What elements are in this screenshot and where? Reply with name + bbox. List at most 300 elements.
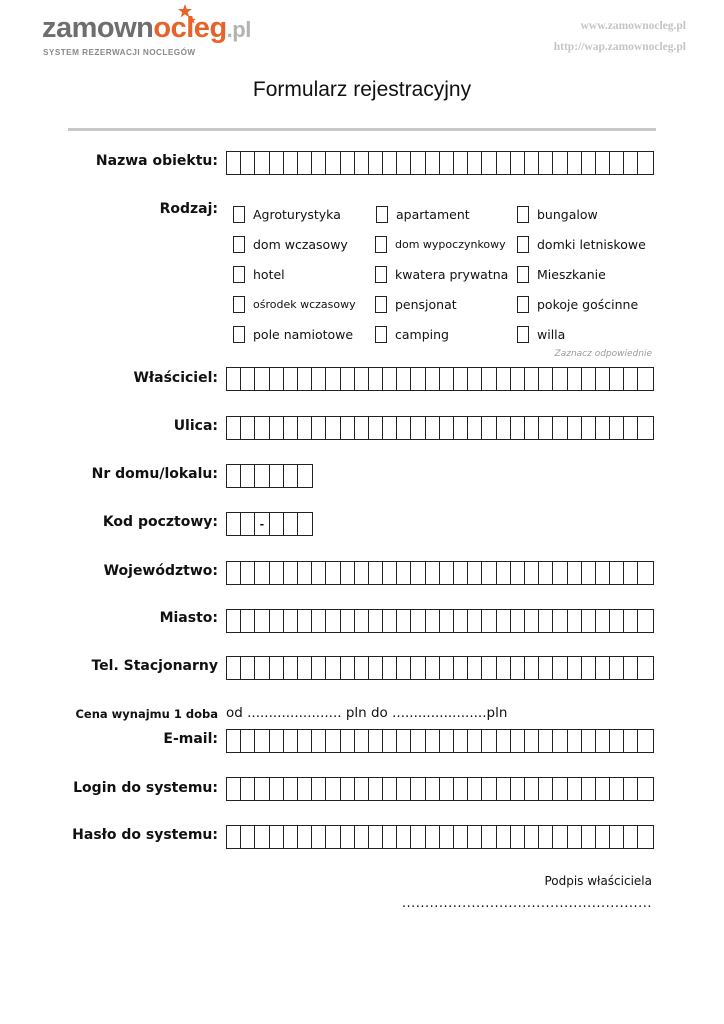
character-cell[interactable] xyxy=(397,368,411,390)
character-cell[interactable] xyxy=(624,778,638,800)
character-cell[interactable] xyxy=(454,657,468,679)
character-cell[interactable] xyxy=(468,730,482,752)
character-cell[interactable] xyxy=(426,610,440,632)
character-cell[interactable] xyxy=(568,152,582,174)
character-cell[interactable] xyxy=(227,152,241,174)
character-cell[interactable] xyxy=(383,368,397,390)
character-cell[interactable] xyxy=(553,778,567,800)
haslo-field[interactable] xyxy=(226,825,654,849)
character-cell[interactable] xyxy=(341,730,355,752)
character-cell[interactable] xyxy=(511,368,525,390)
character-cell[interactable] xyxy=(638,657,652,679)
character-cell[interactable] xyxy=(227,657,241,679)
character-cell[interactable] xyxy=(284,610,298,632)
character-cell[interactable] xyxy=(426,562,440,584)
wap-url[interactable]: http://wap.zamownocleg.pl xyxy=(553,41,686,53)
character-cell[interactable] xyxy=(440,778,454,800)
character-cell[interactable] xyxy=(440,826,454,848)
character-cell[interactable] xyxy=(312,657,326,679)
character-cell[interactable] xyxy=(454,826,468,848)
character-cell[interactable] xyxy=(539,368,553,390)
character-cell[interactable] xyxy=(596,417,610,439)
character-cell[interactable] xyxy=(411,152,425,174)
character-cell[interactable] xyxy=(568,417,582,439)
character-cell[interactable] xyxy=(497,417,511,439)
character-cell[interactable] xyxy=(341,778,355,800)
character-cell[interactable] xyxy=(284,368,298,390)
option-kwatera-prywatna[interactable]: kwatera prywatna xyxy=(375,266,508,283)
character-cell[interactable] xyxy=(511,417,525,439)
character-cell[interactable] xyxy=(255,657,269,679)
character-cell[interactable] xyxy=(454,730,468,752)
character-cell[interactable] xyxy=(298,152,312,174)
character-cell[interactable] xyxy=(539,152,553,174)
character-cell[interactable] xyxy=(270,778,284,800)
character-cell[interactable] xyxy=(241,610,255,632)
character-cell[interactable] xyxy=(482,610,496,632)
character-cell[interactable] xyxy=(624,417,638,439)
option-camping[interactable]: camping xyxy=(375,326,449,343)
option-agroturystyka[interactable]: Agroturystyka xyxy=(233,206,341,223)
character-cell[interactable] xyxy=(582,417,596,439)
character-cell[interactable] xyxy=(298,417,312,439)
checkbox[interactable] xyxy=(375,266,387,283)
character-cell[interactable] xyxy=(468,152,482,174)
character-cell[interactable] xyxy=(582,610,596,632)
character-cell[interactable] xyxy=(298,465,312,487)
signature-line[interactable]: ...................................................... xyxy=(401,896,652,911)
character-cell[interactable] xyxy=(539,610,553,632)
character-cell[interactable] xyxy=(440,562,454,584)
login-field[interactable] xyxy=(226,777,654,801)
character-cell[interactable] xyxy=(468,610,482,632)
character-cell[interactable] xyxy=(568,368,582,390)
character-cell[interactable] xyxy=(341,826,355,848)
cena-field[interactable]: od ...................... pln do ......................pln xyxy=(226,705,508,721)
character-cell[interactable] xyxy=(255,465,269,487)
character-cell[interactable] xyxy=(511,657,525,679)
character-cell[interactable] xyxy=(440,610,454,632)
character-cell[interactable] xyxy=(355,562,369,584)
option-pole-namiotowe[interactable]: pole namiotowe xyxy=(233,326,353,343)
character-cell[interactable] xyxy=(525,417,539,439)
option-hotel[interactable]: hotel xyxy=(233,266,285,283)
character-cell[interactable] xyxy=(270,826,284,848)
character-cell[interactable] xyxy=(284,417,298,439)
character-cell[interactable] xyxy=(539,417,553,439)
checkbox[interactable] xyxy=(233,326,245,343)
character-cell[interactable] xyxy=(326,730,340,752)
character-cell[interactable] xyxy=(397,826,411,848)
character-cell[interactable] xyxy=(482,368,496,390)
character-cell[interactable] xyxy=(255,610,269,632)
character-cell[interactable] xyxy=(270,562,284,584)
character-cell[interactable] xyxy=(553,610,567,632)
checkbox[interactable] xyxy=(517,296,529,313)
checkbox[interactable] xyxy=(233,206,245,223)
checkbox[interactable] xyxy=(375,296,387,313)
character-cell[interactable] xyxy=(227,826,241,848)
character-cell[interactable] xyxy=(383,730,397,752)
character-cell[interactable] xyxy=(341,417,355,439)
character-cell[interactable] xyxy=(397,730,411,752)
character-cell[interactable] xyxy=(227,562,241,584)
character-cell[interactable] xyxy=(454,152,468,174)
character-cell[interactable] xyxy=(454,778,468,800)
character-cell[interactable] xyxy=(227,465,241,487)
checkbox[interactable] xyxy=(376,206,388,223)
character-cell[interactable] xyxy=(497,657,511,679)
character-cell[interactable] xyxy=(596,562,610,584)
character-cell[interactable] xyxy=(568,826,582,848)
character-cell[interactable] xyxy=(440,417,454,439)
character-cell[interactable] xyxy=(255,368,269,390)
character-cell[interactable] xyxy=(426,826,440,848)
character-cell[interactable] xyxy=(525,152,539,174)
character-cell[interactable] xyxy=(440,152,454,174)
checkbox[interactable] xyxy=(233,236,245,253)
character-cell[interactable] xyxy=(568,657,582,679)
checkbox[interactable] xyxy=(517,206,529,223)
option-mieszkanie[interactable]: Mieszkanie xyxy=(517,266,606,283)
character-cell[interactable] xyxy=(341,562,355,584)
character-cell[interactable] xyxy=(610,657,624,679)
character-cell[interactable] xyxy=(312,778,326,800)
character-cell[interactable] xyxy=(241,778,255,800)
character-cell[interactable] xyxy=(497,826,511,848)
character-cell[interactable] xyxy=(624,152,638,174)
character-cell[interactable] xyxy=(326,826,340,848)
checkbox[interactable] xyxy=(517,326,529,343)
character-cell[interactable] xyxy=(582,778,596,800)
character-cell[interactable] xyxy=(284,562,298,584)
character-cell[interactable] xyxy=(511,562,525,584)
checkbox[interactable] xyxy=(233,266,245,283)
character-cell[interactable] xyxy=(397,610,411,632)
character-cell[interactable] xyxy=(582,152,596,174)
character-cell[interactable] xyxy=(482,730,496,752)
character-cell[interactable] xyxy=(298,778,312,800)
character-cell[interactable] xyxy=(411,610,425,632)
character-cell[interactable] xyxy=(596,152,610,174)
character-cell[interactable] xyxy=(624,826,638,848)
character-cell[interactable] xyxy=(553,826,567,848)
character-cell[interactable] xyxy=(454,562,468,584)
character-cell[interactable] xyxy=(284,730,298,752)
character-cell[interactable] xyxy=(383,778,397,800)
postal-digit-cell[interactable] xyxy=(227,513,241,535)
character-cell[interactable] xyxy=(298,826,312,848)
character-cell[interactable] xyxy=(227,610,241,632)
ulica-field[interactable] xyxy=(226,416,654,440)
character-cell[interactable] xyxy=(312,610,326,632)
character-cell[interactable] xyxy=(482,417,496,439)
character-cell[interactable] xyxy=(397,417,411,439)
character-cell[interactable] xyxy=(638,730,652,752)
character-cell[interactable] xyxy=(610,610,624,632)
character-cell[interactable] xyxy=(539,826,553,848)
character-cell[interactable] xyxy=(355,152,369,174)
character-cell[interactable] xyxy=(270,465,284,487)
character-cell[interactable] xyxy=(624,562,638,584)
character-cell[interactable] xyxy=(596,778,610,800)
character-cell[interactable] xyxy=(482,152,496,174)
character-cell[interactable] xyxy=(383,657,397,679)
character-cell[interactable] xyxy=(326,152,340,174)
character-cell[interactable] xyxy=(369,730,383,752)
character-cell[interactable] xyxy=(355,657,369,679)
character-cell[interactable] xyxy=(383,562,397,584)
character-cell[interactable] xyxy=(638,152,652,174)
character-cell[interactable] xyxy=(482,657,496,679)
character-cell[interactable] xyxy=(454,417,468,439)
character-cell[interactable] xyxy=(624,657,638,679)
character-cell[interactable] xyxy=(341,657,355,679)
www-url[interactable]: www.zamownocleg.pl xyxy=(580,20,686,32)
character-cell[interactable] xyxy=(270,152,284,174)
character-cell[interactable] xyxy=(553,562,567,584)
character-cell[interactable] xyxy=(497,730,511,752)
character-cell[interactable] xyxy=(525,562,539,584)
character-cell[interactable] xyxy=(411,368,425,390)
option-dom-wczasowy[interactable]: dom wczasowy xyxy=(233,236,348,253)
character-cell[interactable] xyxy=(511,778,525,800)
character-cell[interactable] xyxy=(383,152,397,174)
character-cell[interactable] xyxy=(624,610,638,632)
character-cell[interactable] xyxy=(426,417,440,439)
character-cell[interactable] xyxy=(638,826,652,848)
character-cell[interactable] xyxy=(426,368,440,390)
character-cell[interactable] xyxy=(426,657,440,679)
character-cell[interactable] xyxy=(284,657,298,679)
character-cell[interactable] xyxy=(497,610,511,632)
character-cell[interactable] xyxy=(383,610,397,632)
miasto-field[interactable] xyxy=(226,609,654,633)
character-cell[interactable] xyxy=(355,417,369,439)
character-cell[interactable] xyxy=(553,730,567,752)
character-cell[interactable] xyxy=(426,730,440,752)
character-cell[interactable] xyxy=(411,417,425,439)
character-cell[interactable] xyxy=(397,657,411,679)
character-cell[interactable] xyxy=(411,657,425,679)
character-cell[interactable] xyxy=(454,368,468,390)
character-cell[interactable] xyxy=(568,562,582,584)
character-cell[interactable] xyxy=(326,562,340,584)
character-cell[interactable] xyxy=(596,610,610,632)
character-cell[interactable] xyxy=(511,152,525,174)
character-cell[interactable] xyxy=(426,152,440,174)
character-cell[interactable] xyxy=(397,152,411,174)
character-cell[interactable] xyxy=(553,657,567,679)
character-cell[interactable] xyxy=(284,152,298,174)
character-cell[interactable] xyxy=(411,778,425,800)
option-pokoje-goscinne[interactable]: pokoje gościnne xyxy=(517,296,638,313)
character-cell[interactable] xyxy=(511,730,525,752)
character-cell[interactable] xyxy=(326,657,340,679)
character-cell[interactable] xyxy=(553,368,567,390)
postal-digit-cell[interactable] xyxy=(298,513,312,535)
character-cell[interactable] xyxy=(638,562,652,584)
character-cell[interactable] xyxy=(241,657,255,679)
character-cell[interactable] xyxy=(369,657,383,679)
email-field[interactable] xyxy=(226,729,654,753)
character-cell[interactable] xyxy=(369,826,383,848)
character-cell[interactable] xyxy=(610,152,624,174)
character-cell[interactable] xyxy=(326,368,340,390)
character-cell[interactable] xyxy=(326,778,340,800)
character-cell[interactable] xyxy=(312,368,326,390)
character-cell[interactable] xyxy=(525,610,539,632)
character-cell[interactable] xyxy=(284,465,298,487)
option-osrodek-wczasowy[interactable]: ośrodek wczasowy xyxy=(233,296,356,313)
character-cell[interactable] xyxy=(482,826,496,848)
option-pensjonat[interactable]: pensjonat xyxy=(375,296,457,313)
character-cell[interactable] xyxy=(284,826,298,848)
character-cell[interactable] xyxy=(497,368,511,390)
character-cell[interactable] xyxy=(298,730,312,752)
character-cell[interactable] xyxy=(298,610,312,632)
character-cell[interactable] xyxy=(638,417,652,439)
character-cell[interactable] xyxy=(539,562,553,584)
character-cell[interactable] xyxy=(270,657,284,679)
character-cell[interactable] xyxy=(624,368,638,390)
character-cell[interactable] xyxy=(468,368,482,390)
character-cell[interactable] xyxy=(497,778,511,800)
character-cell[interactable] xyxy=(511,826,525,848)
character-cell[interactable] xyxy=(596,730,610,752)
character-cell[interactable] xyxy=(482,562,496,584)
character-cell[interactable] xyxy=(568,610,582,632)
character-cell[interactable] xyxy=(610,730,624,752)
character-cell[interactable] xyxy=(355,826,369,848)
character-cell[interactable] xyxy=(468,562,482,584)
character-cell[interactable] xyxy=(255,778,269,800)
character-cell[interactable] xyxy=(525,730,539,752)
character-cell[interactable] xyxy=(369,417,383,439)
character-cell[interactable] xyxy=(369,610,383,632)
character-cell[interactable] xyxy=(624,730,638,752)
character-cell[interactable] xyxy=(241,152,255,174)
postal-digit-cell[interactable] xyxy=(241,513,255,535)
character-cell[interactable] xyxy=(411,562,425,584)
character-cell[interactable] xyxy=(341,610,355,632)
postal-digit-cell[interactable] xyxy=(284,513,298,535)
character-cell[interactable] xyxy=(298,657,312,679)
character-cell[interactable] xyxy=(284,778,298,800)
character-cell[interactable] xyxy=(568,778,582,800)
character-cell[interactable] xyxy=(638,368,652,390)
character-cell[interactable] xyxy=(369,368,383,390)
character-cell[interactable] xyxy=(440,368,454,390)
character-cell[interactable] xyxy=(468,417,482,439)
character-cell[interactable] xyxy=(312,826,326,848)
character-cell[interactable] xyxy=(411,730,425,752)
character-cell[interactable] xyxy=(582,368,596,390)
character-cell[interactable] xyxy=(497,152,511,174)
character-cell[interactable] xyxy=(468,826,482,848)
character-cell[interactable] xyxy=(355,778,369,800)
character-cell[interactable] xyxy=(582,826,596,848)
character-cell[interactable] xyxy=(553,417,567,439)
character-cell[interactable] xyxy=(312,417,326,439)
checkbox[interactable] xyxy=(233,296,245,313)
character-cell[interactable] xyxy=(497,562,511,584)
character-cell[interactable] xyxy=(426,778,440,800)
character-cell[interactable] xyxy=(241,465,255,487)
character-cell[interactable] xyxy=(355,730,369,752)
option-bungalow[interactable]: bungalow xyxy=(517,206,598,223)
option-willa[interactable]: willa xyxy=(517,326,565,343)
character-cell[interactable] xyxy=(341,368,355,390)
character-cell[interactable] xyxy=(255,826,269,848)
character-cell[interactable] xyxy=(241,562,255,584)
character-cell[interactable] xyxy=(369,562,383,584)
checkbox[interactable] xyxy=(517,236,529,253)
character-cell[interactable] xyxy=(312,562,326,584)
character-cell[interactable] xyxy=(539,657,553,679)
character-cell[interactable] xyxy=(411,826,425,848)
checkbox[interactable] xyxy=(517,266,529,283)
character-cell[interactable] xyxy=(582,657,596,679)
kod-pocztowy-field[interactable] xyxy=(226,512,313,536)
wlasciciel-field[interactable] xyxy=(226,367,654,391)
character-cell[interactable] xyxy=(397,778,411,800)
character-cell[interactable] xyxy=(241,730,255,752)
character-cell[interactable] xyxy=(553,152,567,174)
character-cell[interactable] xyxy=(369,152,383,174)
character-cell[interactable] xyxy=(241,826,255,848)
character-cell[interactable] xyxy=(582,730,596,752)
postal-digit-cell[interactable] xyxy=(270,513,284,535)
tel-field[interactable] xyxy=(226,656,654,680)
character-cell[interactable] xyxy=(525,778,539,800)
nr-domu-field[interactable] xyxy=(226,464,313,488)
checkbox[interactable] xyxy=(375,326,387,343)
character-cell[interactable] xyxy=(241,417,255,439)
character-cell[interactable] xyxy=(227,417,241,439)
character-cell[interactable] xyxy=(610,562,624,584)
character-cell[interactable] xyxy=(440,657,454,679)
character-cell[interactable] xyxy=(525,826,539,848)
character-cell[interactable] xyxy=(482,778,496,800)
character-cell[interactable] xyxy=(255,417,269,439)
character-cell[interactable] xyxy=(638,610,652,632)
character-cell[interactable] xyxy=(468,657,482,679)
character-cell[interactable] xyxy=(270,368,284,390)
character-cell[interactable] xyxy=(610,368,624,390)
character-cell[interactable] xyxy=(255,730,269,752)
character-cell[interactable] xyxy=(312,152,326,174)
character-cell[interactable] xyxy=(270,417,284,439)
character-cell[interactable] xyxy=(610,826,624,848)
character-cell[interactable] xyxy=(525,657,539,679)
character-cell[interactable] xyxy=(312,730,326,752)
character-cell[interactable] xyxy=(227,368,241,390)
character-cell[interactable] xyxy=(539,778,553,800)
wojewodztwo-field[interactable] xyxy=(226,561,654,585)
character-cell[interactable] xyxy=(610,417,624,439)
character-cell[interactable] xyxy=(582,562,596,584)
character-cell[interactable] xyxy=(638,778,652,800)
character-cell[interactable] xyxy=(610,778,624,800)
character-cell[interactable] xyxy=(511,610,525,632)
character-cell[interactable] xyxy=(227,730,241,752)
character-cell[interactable] xyxy=(255,562,269,584)
character-cell[interactable] xyxy=(596,826,610,848)
character-cell[interactable] xyxy=(596,368,610,390)
character-cell[interactable] xyxy=(227,778,241,800)
character-cell[interactable] xyxy=(355,368,369,390)
